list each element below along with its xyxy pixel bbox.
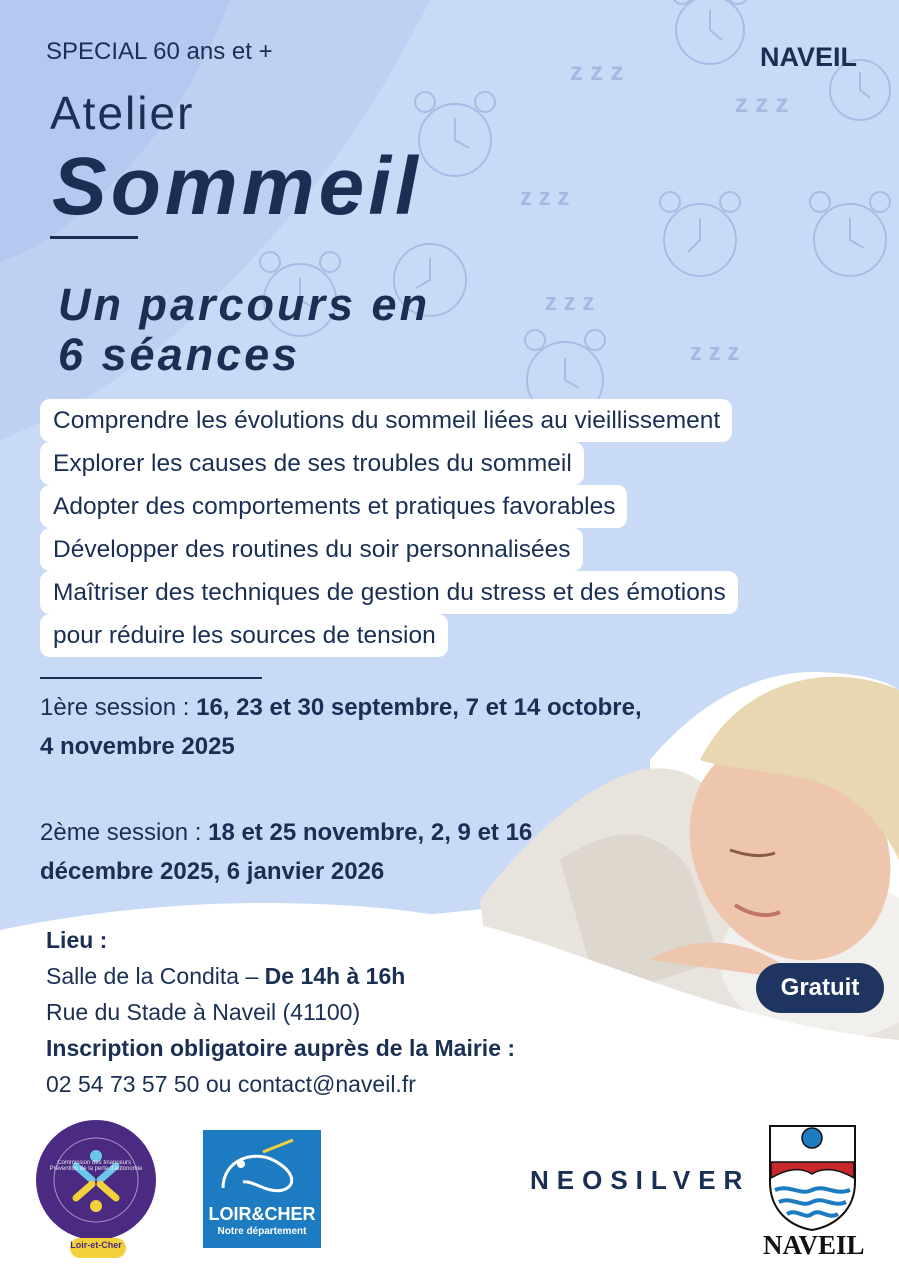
- session-2-dates: 18 et 25 novembre, 2, 9 et 16 décembre 2025, 6 janvier 2026: [40, 819, 533, 885]
- svg-text:z z z: z z z: [735, 88, 789, 118]
- goal-item: Explorer les causes de ses troubles du sommeil: [40, 442, 584, 485]
- commune-name: NAVEIL: [763, 1230, 865, 1260]
- loir-et-cher-logo: [203, 1130, 321, 1248]
- location-venue: Salle de la Condita –: [46, 963, 265, 989]
- loir-et-cher-emblem: [203, 1130, 321, 1204]
- title-atelier: Atelier: [50, 87, 195, 139]
- naveil-crest-icon: [765, 1122, 860, 1232]
- cdf-ring-text: Commission des financeurs · Prévention de la perte d'autonomie: [49, 1160, 143, 1172]
- goal-item: pour réduire les sources de tension: [40, 614, 448, 657]
- goals-list: [40, 399, 870, 657]
- session-1-label: 1ère session :: [40, 694, 197, 721]
- session-1: [40, 688, 650, 766]
- svg-text:z z z: z z z: [690, 339, 740, 366]
- svg-text:z z z: z z z: [520, 184, 570, 211]
- goal-item: Comprendre les évolutions du sommeil liées au vieillissement: [40, 399, 732, 442]
- subtitle-line-2: 6 séances: [58, 329, 301, 380]
- session-2: [40, 813, 650, 891]
- cdf-tag: Loir-et-Cher: [70, 1240, 122, 1250]
- loir-et-cher-tagline: Notre département: [217, 1226, 307, 1237]
- free-badge: Gratuit: [756, 963, 884, 1013]
- contact-info[interactable]: 02 54 73 57 50 ou contact@naveil.fr: [46, 1071, 416, 1097]
- location-address: Rue du Stade à Naveil (41100): [46, 999, 361, 1025]
- town-name: NAVEIL: [760, 42, 858, 72]
- location-hours: De 14h à 16h: [264, 963, 406, 989]
- subtitle-line-1: Un parcours en: [58, 279, 431, 330]
- session-2-label: 2ème session :: [40, 819, 209, 846]
- goal-item: Maîtriser des techniques de gestion du stress et des émotions: [40, 571, 738, 614]
- sessions-divider: [40, 677, 262, 679]
- title-sommeil: Sommeil: [52, 141, 422, 232]
- location-heading: Lieu :: [46, 927, 108, 953]
- location-block: [46, 922, 686, 1102]
- goal-item: Adopter des comportements et pratiques favorables: [40, 485, 627, 528]
- neosilver-logo: NEOSILVER: [530, 1165, 751, 1195]
- audience-tagline: SPECIAL 60 ans et +: [46, 38, 273, 65]
- goal-item: Développer des routines du soir personnalisées: [40, 528, 583, 571]
- loir-et-cher-name: LOIR&CHER: [208, 1204, 316, 1224]
- registration-note: Inscription obligatoire auprès de la Mairie :: [46, 1035, 516, 1061]
- svg-text:z z z: z z z: [545, 289, 595, 316]
- svg-text:z z z: z z z: [570, 56, 624, 86]
- session-1-dates: 16, 23 et 30 septembre, 7 et 14 octobre, 4 novembre 2025: [40, 694, 642, 760]
- location-venue-row: [46, 958, 686, 994]
- subtitle: [58, 280, 578, 380]
- title-divider: [50, 236, 138, 239]
